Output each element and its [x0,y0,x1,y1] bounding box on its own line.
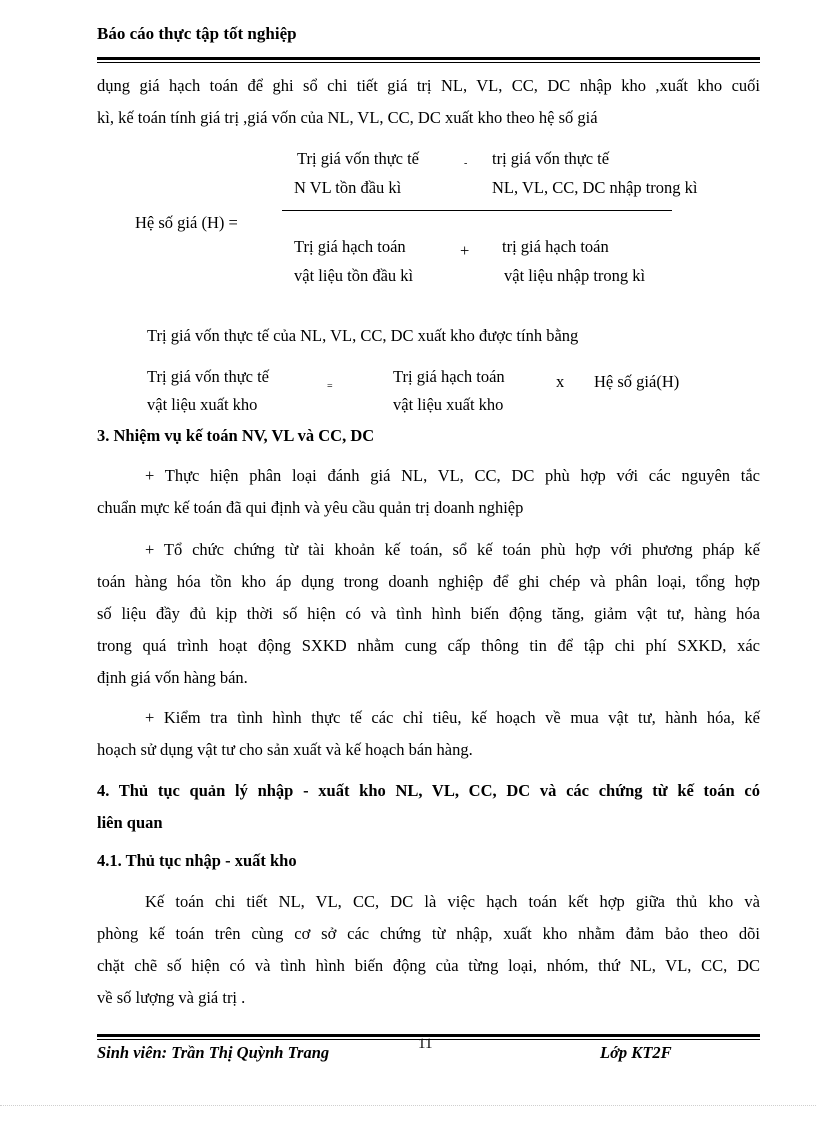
numerator-left-line-2: N VL tồn đầu kì [294,178,402,197]
fraction-bar [282,210,672,211]
formula-lhs: Hệ số giá (H) = [135,213,238,232]
footer-student-name: Sinh viên: Trần Thị Quỳnh Trang [97,1043,330,1062]
formula2-term-b-line-2: vật liệu xuất kho [393,395,504,414]
s3p1-line-1: + Thực hiện phân loại đánh giá NL, VL, CC, DC phù hợp với các nguyên tắc [145,466,760,485]
numerator-left-line-1: Trị giá vốn thực tế [297,149,419,168]
footer-class: Lớp KT2F [600,1043,672,1062]
s41p1-line-3: chặt chẽ số hiện có và tình hình biến động của từng loại, nhóm, thứ NL, VL, CC, DC [97,956,760,975]
header-rule-thick [97,57,760,60]
denominator-left-line-2: vật liệu tồn đầu kì [294,266,414,285]
s41p1-line-2: phòng kế toán trên cùng cơ sở các chứng từ nhập, xuất kho nhằm đảm bảo theo dõi [97,924,760,943]
page-header-title: Báo cáo thực tập tốt nghiệp [97,24,297,43]
section-3-paragraph-3 [97,702,760,766]
formula2-times: x [556,372,565,391]
numerator-right-line-1: trị giá vốn thực tế [492,149,610,168]
intro-line-1: dụng giá hạch toán để ghi sổ chi tiết giá trị NL, VL, CC, DC nhập kho ,xuất kho cuối [97,76,760,95]
denominator-left-line-1: Trị giá hạch toán [294,237,406,256]
s3p2-line-1: + Tổ chức chứng từ tài khoản kế toán, sổ kế toán phù hợp với phương pháp kế [145,540,760,559]
intro-line-2: kì, kế toán tính giá trị ,giá vốn của NL, VL, CC, DC xuất kho theo hệ số giá [97,108,598,127]
header-rule-thin [97,62,760,63]
s41p1-line-1: Kế toán chi tiết NL, VL, CC, DC là việc hạch toán kết hợp giữa thủ kho và [145,892,760,911]
section-3-paragraph-1 [97,460,760,524]
s3p3-line-1: + Kiểm tra tình hình thực tế các chỉ tiêu, kế hoạch về mua vật tư, hành hóa, kế [145,708,760,727]
s3p1-line-2: chuẩn mực kế toán đã qui định và yêu cầu quản trị doanh nghiệp [97,498,524,517]
s4-heading-line-2: liên quan [97,813,163,832]
denominator-right-line-1: trị giá hạch toán [502,237,609,256]
formula2-term-a-line-1: Trị giá vốn thực tế [147,367,269,386]
intro-paragraph [97,70,760,134]
section-4-1-paragraph [97,886,760,1014]
numerator-operator: - [464,158,468,169]
page-number: 11 [418,1036,433,1052]
formula2-term-b-line-1: Trị giá hạch toán [393,367,505,386]
page-bottom-dotted-line [0,1105,816,1106]
denominator-right-line-2: vật liệu nhập trong kì [504,266,646,285]
s3p3-line-2: hoạch sử dụng vật tư cho sản xuất và kế hoạch bán hàng. [97,740,473,759]
formula2-term-c: Hệ số giá(H) [594,372,680,391]
s41p1-line-4: về số lượng và giá trị . [97,988,246,1007]
s3p2-line-2: toán hàng hóa tồn kho áp dụng trong doanh nghiệp để ghi chép và phân loại, tổng hợp [97,572,760,591]
formula2-term-a-line-2: vật liệu xuất kho [147,395,258,414]
section-3-paragraph-2 [97,534,760,694]
s3p2-line-3: số liệu đầy đủ kịp thời số hiện có và tình hình biến động tăng, giảm vật tư, hàng hóa [97,604,760,623]
section-4-1-heading: 4.1. Thủ tục nhập - xuất kho [97,851,297,870]
s4-heading-line-1: 4. Thủ tục quản lý nhập - xuất kho NL, VL, CC, DC và các chứng từ kế toán có [97,781,760,800]
section-4-heading [97,775,760,839]
s3p2-line-5: định giá vốn hàng bán. [97,668,248,687]
denominator-operator: + [460,241,470,260]
formula2-intro: Trị giá vốn thực tế của NL, VL, CC, DC xuất kho được tính bằng [147,326,579,345]
formula2-equals: = [327,381,333,392]
numerator-right-line-2: NL, VL, CC, DC nhập trong kì [492,178,698,197]
section-3-heading: 3. Nhiệm vụ kế toán NV, VL và CC, DC [97,426,375,445]
s3p2-line-4: trong quá trình hoạt động SXKD nhằm cung cấp thông tin để tập chi phí SXKD, xác [97,636,760,655]
